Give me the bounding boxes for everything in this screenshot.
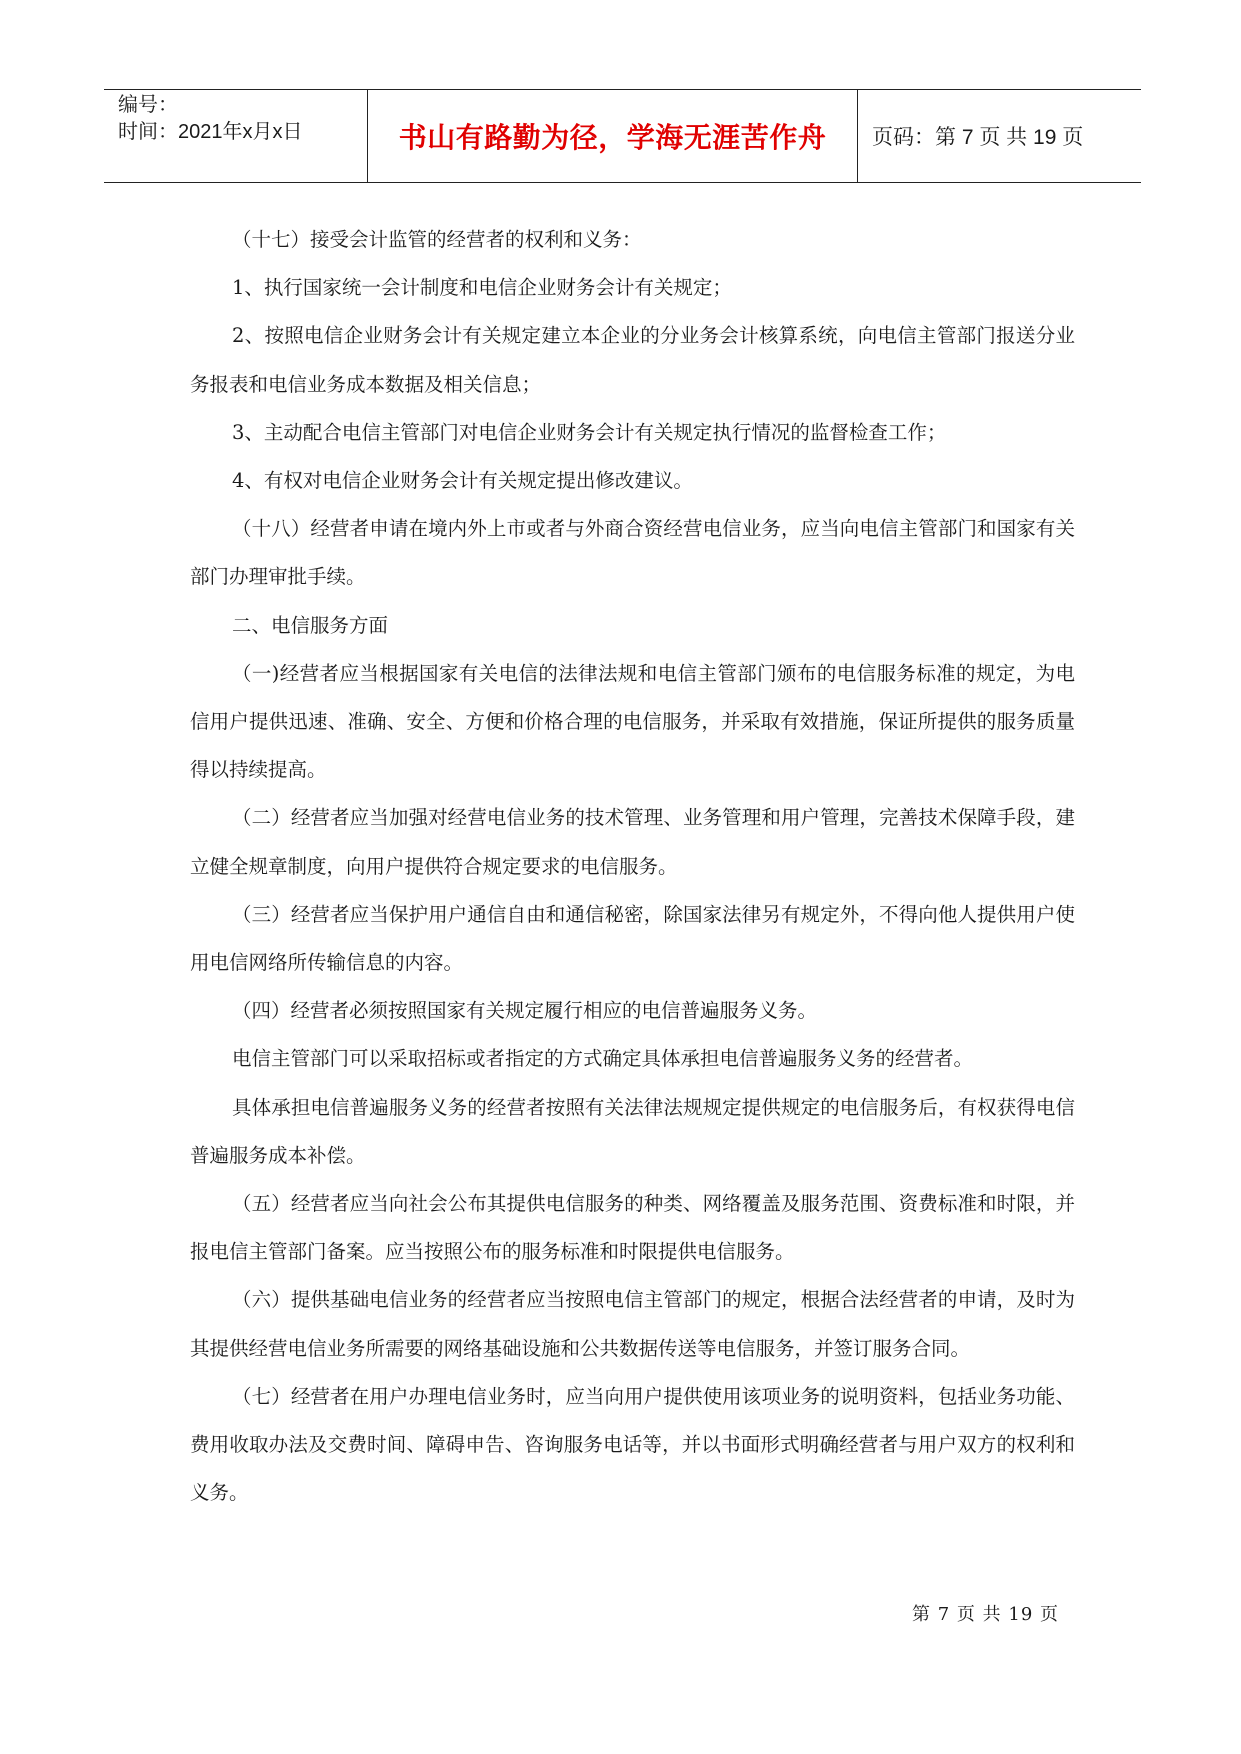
- paragraph: （十八）经营者申请在境内外上市或者与外商合资经营电信业务，应当向电信主管部门和国家有关部门办理审批手续。: [190, 517, 1075, 589]
- paragraph: （一)经营者应当根据国家有关电信的法律法规和电信主管部门颁布的电信服务标准的规定，为电信用户提供迅速、准确、安全、方便和价格合理的电信服务，并采取有效措施，保证所提供的服务质量得以持续提高。: [190, 661, 1075, 782]
- paragraph: 1、执行国家统一会计制度和电信企业财务会计有关规定；: [232, 276, 732, 300]
- header-motto: 书山有路勤为径，学海无涯苦作舟: [368, 90, 858, 182]
- header-meta: [104, 90, 368, 182]
- paragraph: 电信主管部门可以采取招标或者指定的方式确定具体承担电信普遍服务义务的经营者。: [232, 1047, 974, 1071]
- page-header: [104, 89, 1141, 183]
- paragraph: 4、有权对电信企业财务会计有关规定提出修改建议。: [232, 469, 693, 493]
- paragraph: （五）经营者应当向社会公布其提供电信服务的种类、网络覆盖及服务范围、资费标准和时限，并报电信主管部门备案。应当按照公布的服务标准和时限提供电信服务。: [190, 1192, 1075, 1264]
- header-page-number: 页码：第 7 页 共 19 页: [872, 126, 1084, 149]
- paragraph: （三）经营者应当保护用户通信自由和通信秘密，除国家法律另有规定外，不得向他人提供用户使用电信网络所传输信息的内容。: [190, 902, 1075, 975]
- page-footer: 第 7 页 共 19 页: [912, 1604, 1059, 1625]
- paragraph: （七）经营者在用户办理电信业务时，应当向用户提供使用该项业务的说明资料，包括业务功能、费用收取办法及交费时间、障碍申告、咨询服务电话等，并以书面形式明确经营者与用户双方的权利和义务。: [190, 1384, 1075, 1505]
- paragraph: （四）经营者必须按照国家有关规定履行相应的电信普遍服务义务。: [232, 999, 818, 1023]
- paragraph: （十七）接受会计监管的经营者的权利和义务：: [232, 228, 642, 251]
- document-number-label: 编号：: [118, 94, 178, 116]
- paragraph: 具体承担电信普遍服务义务的经营者按照有关法律法规规定提供规定的电信服务后，有权获得电信普遍服务成本补偿。: [190, 1095, 1075, 1167]
- paragraph: 3、主动配合电信主管部门对电信企业财务会计有关规定执行情况的监督检查工作；: [232, 420, 947, 444]
- paragraph: （二）经营者应当加强对经营电信业务的技术管理、业务管理和用户管理，完善技术保障手段，建立健全规章制度，向用户提供符合规定要求的电信服务。: [190, 806, 1075, 878]
- paragraph: （六）提供基础电信业务的经营者应当按照电信主管部门的规定，根据合法经营者的申请，及时为其提供经营电信业务所需要的网络基础设施和公共数据传送等电信服务，并签订服务合同。: [190, 1288, 1075, 1360]
- section-heading: 二、电信服务方面: [232, 613, 389, 637]
- document-body: [190, 216, 1075, 1517]
- paragraph: 2、按照电信企业财务会计有关规定建立本企业的分业务会计核算系统，向电信主管部门报送分业务报表和电信业务成本数据及相关信息；: [190, 324, 1075, 396]
- document-time-label: 时间：2021年x月x日: [118, 121, 303, 143]
